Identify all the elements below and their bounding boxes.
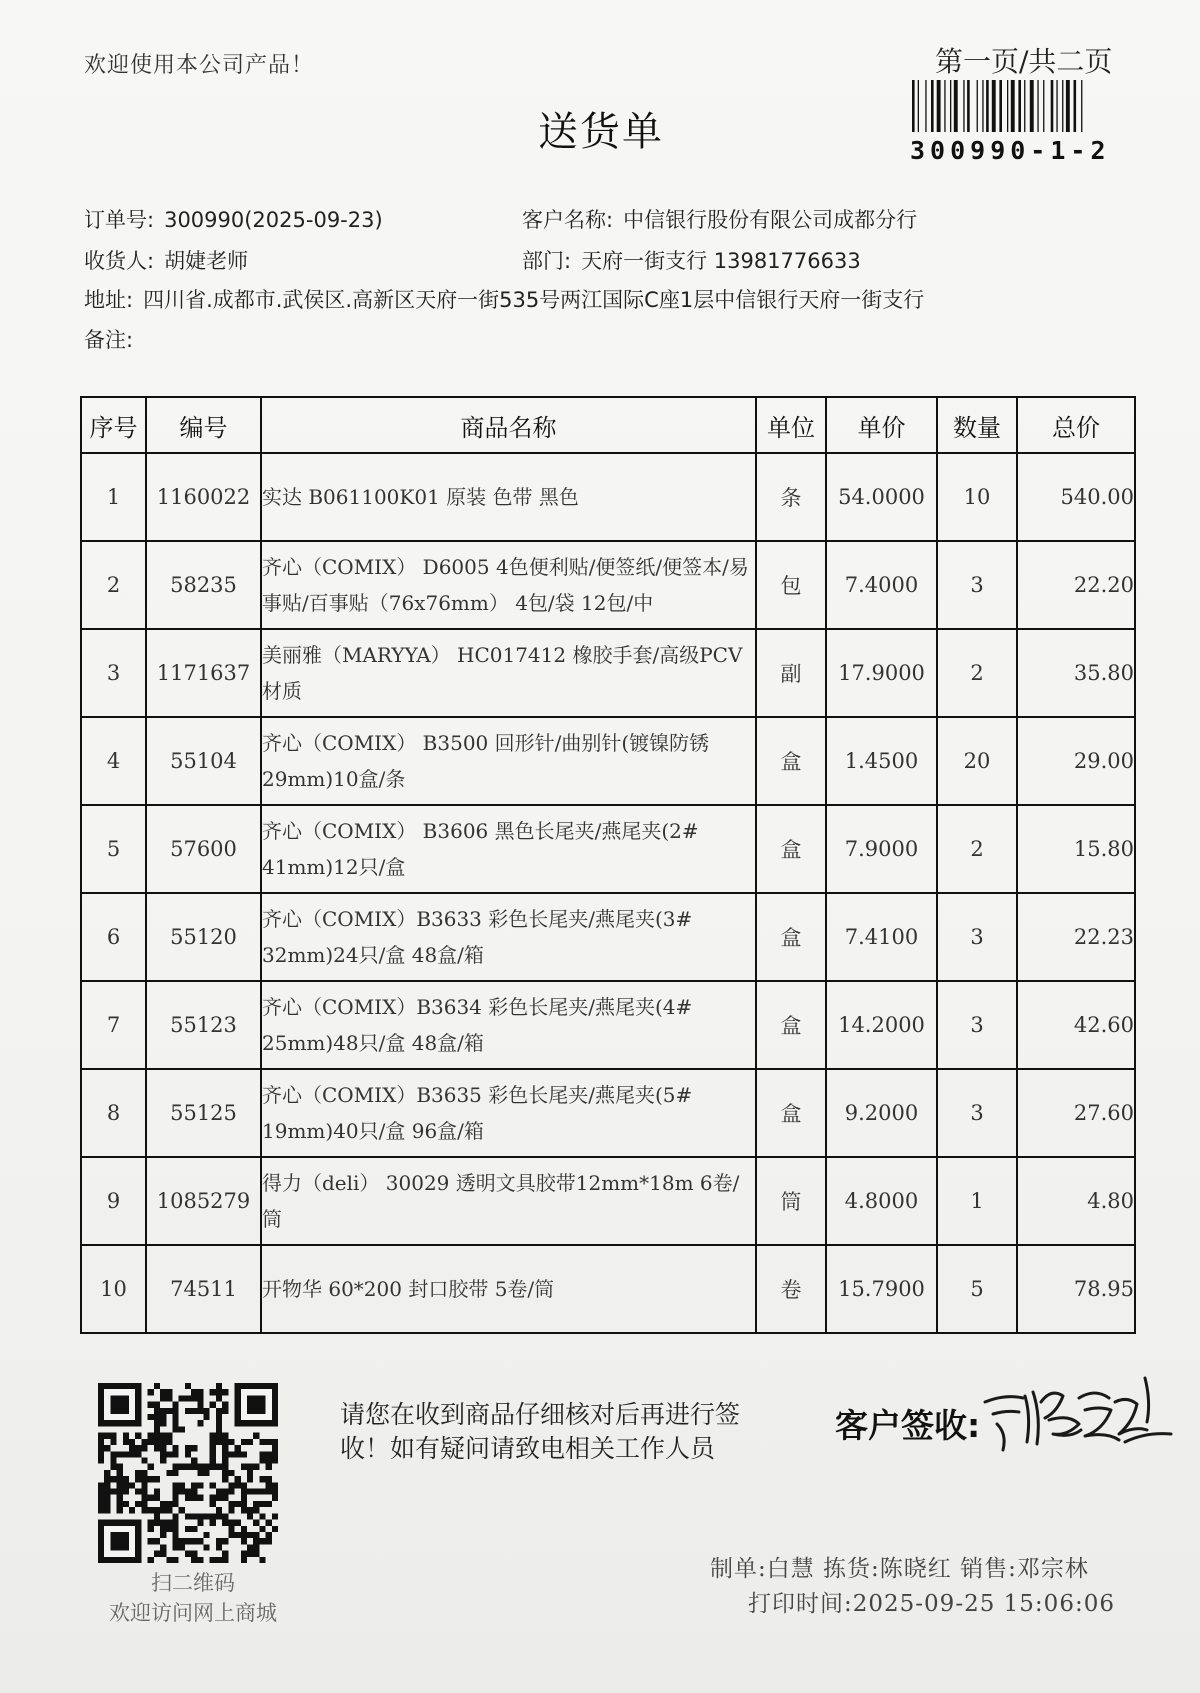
cell-quantity: 3 (937, 1069, 1017, 1157)
cell-code: 1160022 (146, 453, 261, 541)
cell-unit-price: 1.4500 (826, 717, 937, 805)
cell-code: 55104 (146, 717, 261, 805)
cell-unit-price: 17.9000 (826, 629, 937, 717)
table-row (81, 1157, 1135, 1245)
cell-product-name: 得力（deli） 30029 透明文具胶带12mm*18m 6卷/筒 (261, 1157, 756, 1245)
cell-index: 5 (81, 805, 146, 893)
table-row (81, 981, 1135, 1069)
barcode-number: 300990-1-2 (910, 136, 1111, 165)
department-value: 天府一街支行 13981776633 (581, 249, 861, 273)
customer-name (522, 204, 917, 234)
customer-name-value: 中信银行股份有限公司成都分行 (623, 208, 918, 232)
address (84, 284, 924, 314)
cell-unit-price: 7.9000 (826, 805, 937, 893)
cell-quantity: 3 (937, 893, 1017, 981)
cell-index: 6 (81, 893, 146, 981)
receipt-notice: 请您在收到商品仔细核对后再进行签收！如有疑问请致电相关工作人员 (340, 1400, 741, 1463)
items-table (80, 396, 1136, 1334)
table-row (81, 1069, 1135, 1157)
header-index: 序号 (81, 397, 146, 453)
header-product-name: 商品名称 (261, 397, 756, 453)
cell-total: 35.80 (1017, 629, 1135, 717)
cell-total: 15.80 (1017, 805, 1135, 893)
order-number (84, 204, 383, 234)
cell-quantity: 2 (937, 629, 1017, 717)
department (522, 245, 861, 275)
cell-quantity: 1 (937, 1157, 1017, 1245)
cell-unit-price: 7.4100 (826, 893, 937, 981)
cell-index: 9 (81, 1157, 146, 1245)
cell-product-name: 美丽雅（MARYYA） HC017412 橡胶手套/高级PCV材质 (261, 629, 756, 717)
cell-index: 1 (81, 453, 146, 541)
cell-unit: 包 (756, 541, 826, 629)
cell-product-name: 齐心（COMIX） B3606 黑色长尾夹/燕尾夹(2# 41mm)12只/盒 (261, 805, 756, 893)
address-label: 地址: (84, 288, 134, 312)
cell-unit: 条 (756, 453, 826, 541)
remark (84, 324, 143, 354)
order-number-label: 订单号: (84, 208, 155, 232)
cell-unit-price: 14.2000 (826, 981, 937, 1069)
table-row (81, 453, 1135, 541)
cell-index: 8 (81, 1069, 146, 1157)
cell-quantity: 2 (937, 805, 1017, 893)
table-row (81, 717, 1135, 805)
table-header-row (81, 397, 1135, 453)
table-row (81, 805, 1135, 893)
cell-product-name: 开物华 60*200 封口胶带 5卷/筒 (261, 1245, 756, 1333)
cell-unit: 盒 (756, 981, 826, 1069)
document-title: 送货单 (538, 109, 664, 155)
customer-signature-label: 客户签收: (835, 1406, 981, 1445)
cell-product-name: 齐心（COMIX）B3635 彩色长尾夹/燕尾夹(5# 19mm)40只/盒 96盒/箱 (261, 1069, 756, 1157)
receiver-value: 胡婕老师 (164, 249, 249, 273)
cell-unit: 筒 (756, 1157, 826, 1245)
cell-code: 55125 (146, 1069, 261, 1157)
table-row (81, 893, 1135, 981)
customer-name-label: 客户名称: (522, 208, 614, 232)
table-row (81, 541, 1135, 629)
cell-index: 7 (81, 981, 146, 1069)
cell-unit: 副 (756, 629, 826, 717)
welcome-text: 欢迎使用本公司产品！ (84, 53, 315, 78)
cell-code: 1171637 (146, 629, 261, 717)
cell-code: 57600 (146, 805, 261, 893)
header-unit: 单位 (756, 397, 826, 453)
cell-product-name: 齐心（COMIX） D6005 4色便利贴/便签纸/便签本/易事贴/百事贴（76x76mm） 4包/袋 12包/中 (261, 541, 756, 629)
cell-unit: 盒 (756, 1069, 826, 1157)
cell-unit: 盒 (756, 717, 826, 805)
table-row (81, 1245, 1135, 1333)
print-time: 打印时间:2025-09-25 15:06:06 (748, 1591, 1115, 1617)
receiver (84, 245, 248, 275)
order-number-value: 300990(2025-09-23) (164, 208, 383, 232)
cell-total: 22.23 (1017, 893, 1135, 981)
cell-product-name: 实达 B061100K01 原装 色带 黑色 (261, 453, 756, 541)
cell-total: 22.20 (1017, 541, 1135, 629)
cell-unit: 卷 (756, 1245, 826, 1333)
header-code: 编号 (146, 397, 261, 453)
cell-index: 10 (81, 1245, 146, 1333)
cell-quantity: 3 (937, 541, 1017, 629)
cell-total: 540.00 (1017, 453, 1135, 541)
cell-total: 29.00 (1017, 717, 1135, 805)
header-total: 总价 (1017, 397, 1135, 453)
customer-signature (975, 1362, 1180, 1462)
remark-label: 备注: (84, 328, 134, 352)
cell-product-name: 齐心（COMIX）B3634 彩色长尾夹/燕尾夹(4# 25mm)48只/盒 48盒/箱 (261, 981, 756, 1069)
cell-code: 58235 (146, 541, 261, 629)
cell-product-name: 齐心（COMIX）B3633 彩色长尾夹/燕尾夹(3# 32mm)24只/盒 48盒/箱 (261, 893, 756, 981)
header-quantity: 数量 (937, 397, 1017, 453)
cell-code: 55123 (146, 981, 261, 1069)
receiver-label: 收货人: (84, 249, 155, 273)
cell-index: 4 (81, 717, 146, 805)
cell-code: 74511 (146, 1245, 261, 1333)
cell-unit-price: 7.4000 (826, 541, 937, 629)
cell-quantity: 5 (937, 1245, 1017, 1333)
qr-caption-visit: 欢迎访问网上商城 (109, 1601, 277, 1625)
address-value: 四川省.成都市.武侯区.高新区天府一街535号两江国际C座1层中信银行天府一街支行 (143, 288, 925, 312)
cell-index: 3 (81, 629, 146, 717)
cell-total: 27.60 (1017, 1069, 1135, 1157)
cell-code: 55120 (146, 893, 261, 981)
cell-unit-price: 15.7900 (826, 1245, 937, 1333)
barcode-image (912, 80, 1127, 132)
cell-unit-price: 4.8000 (826, 1157, 937, 1245)
staff-info: 制单:白慧 拣货:陈晓红 销售:邓宗林 (710, 1556, 1089, 1582)
cell-total: 42.60 (1017, 981, 1135, 1069)
cell-index: 2 (81, 541, 146, 629)
header-unit-price: 单价 (826, 397, 937, 453)
qr-code-image[interactable] (98, 1383, 278, 1563)
qr-caption-scan: 扫二维码 (151, 1571, 235, 1595)
table-row (81, 629, 1135, 717)
cell-total: 4.80 (1017, 1157, 1135, 1245)
department-label: 部门: (522, 249, 572, 273)
cell-quantity: 10 (937, 453, 1017, 541)
cell-unit-price: 9.2000 (826, 1069, 937, 1157)
cell-unit-price: 54.0000 (826, 453, 937, 541)
cell-product-name: 齐心（COMIX） B3500 回形针/曲别针(镀镍防锈29mm)10盒/条 (261, 717, 756, 805)
cell-quantity: 3 (937, 981, 1017, 1069)
cell-total: 78.95 (1017, 1245, 1135, 1333)
qr-caption (88, 1568, 298, 1628)
cell-quantity: 20 (937, 717, 1017, 805)
cell-code: 1085279 (146, 1157, 261, 1245)
cell-unit: 盒 (756, 893, 826, 981)
page-indicator: 第一页/共二页 (935, 45, 1113, 78)
cell-unit: 盒 (756, 805, 826, 893)
